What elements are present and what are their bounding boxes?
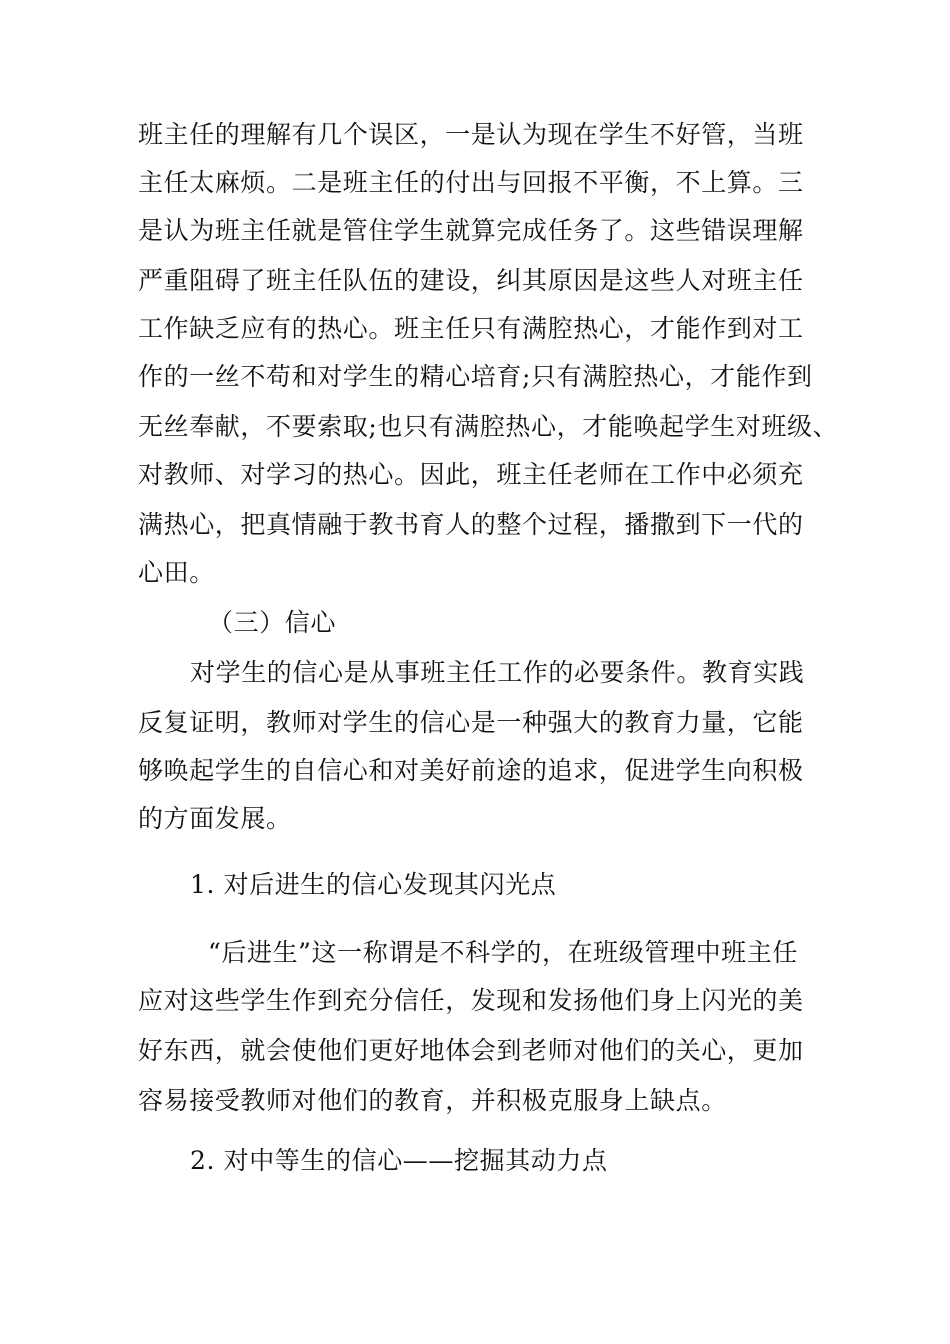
paragraph-1-line-4: 严重阻碍了班主任队伍的建设，纠其原因是这些人对班主任: [138, 266, 804, 295]
paragraph-1-line-2: 主任太麻烦。二是班主任的付出与回报不平衡，不上算。三: [138, 168, 804, 197]
item-1-heading: 1. 对后进生的信心发现其闪光点: [190, 870, 557, 899]
paragraph-3-line-2: 应对这些学生作到充分信任，发现和发扬他们身上闪光的美: [138, 986, 804, 1015]
paragraph-1-line-1: 班主任的理解有几个误区，一是认为现在学生不好管，当班: [138, 120, 804, 149]
item-2-heading: 2. 对中等生的信心——挖掘其动力点: [190, 1146, 608, 1175]
section-heading: （三）信心: [208, 608, 337, 637]
paragraph-3-line-3: 好东西，就会使他们更好地体会到老师对他们的关心，更加: [138, 1036, 804, 1065]
paragraph-1-line-9: 满热心，把真情融于教书育人的整个过程，播撒到下一代的: [138, 510, 804, 539]
paragraph-1-line-10: 心田。: [138, 558, 215, 587]
paragraph-1-line-7: 无丝奉献，不要索取;也只有满腔热心，才能唤起学生对班级、: [138, 412, 839, 441]
paragraph-1-line-5: 工作缺乏应有的热心。班主任只有满腔热心，才能作到对工: [138, 314, 804, 343]
paragraph-3-line-1: “后进生”这一称谓是不科学的，在班级管理中班主任: [208, 938, 798, 967]
paragraph-2-line-2: 反复证明，教师对学生的信心是一种强大的教育力量，它能: [138, 708, 804, 737]
paragraph-2-line-1: 对学生的信心是从事班主任工作的必要条件。教育实践: [190, 658, 805, 687]
paragraph-2-line-3: 够唤起学生的自信心和对美好前途的追求，促进学生向积极: [138, 756, 804, 785]
paragraph-1-line-8: 对教师、对学习的热心。因此，班主任老师在工作中必须充: [138, 460, 804, 489]
paragraph-3-line-4: 容易接受教师对他们的教育，并积极克服身上缺点。: [138, 1086, 727, 1115]
paragraph-1-line-3: 是认为班主任就是管住学生就算完成任务了。这些错误理解: [138, 216, 804, 245]
paragraph-1-line-6: 作的一丝不苟和对学生的精心培育;只有满腔热心，才能作到: [138, 362, 813, 391]
paragraph-2-line-4: 的方面发展。: [138, 804, 292, 833]
